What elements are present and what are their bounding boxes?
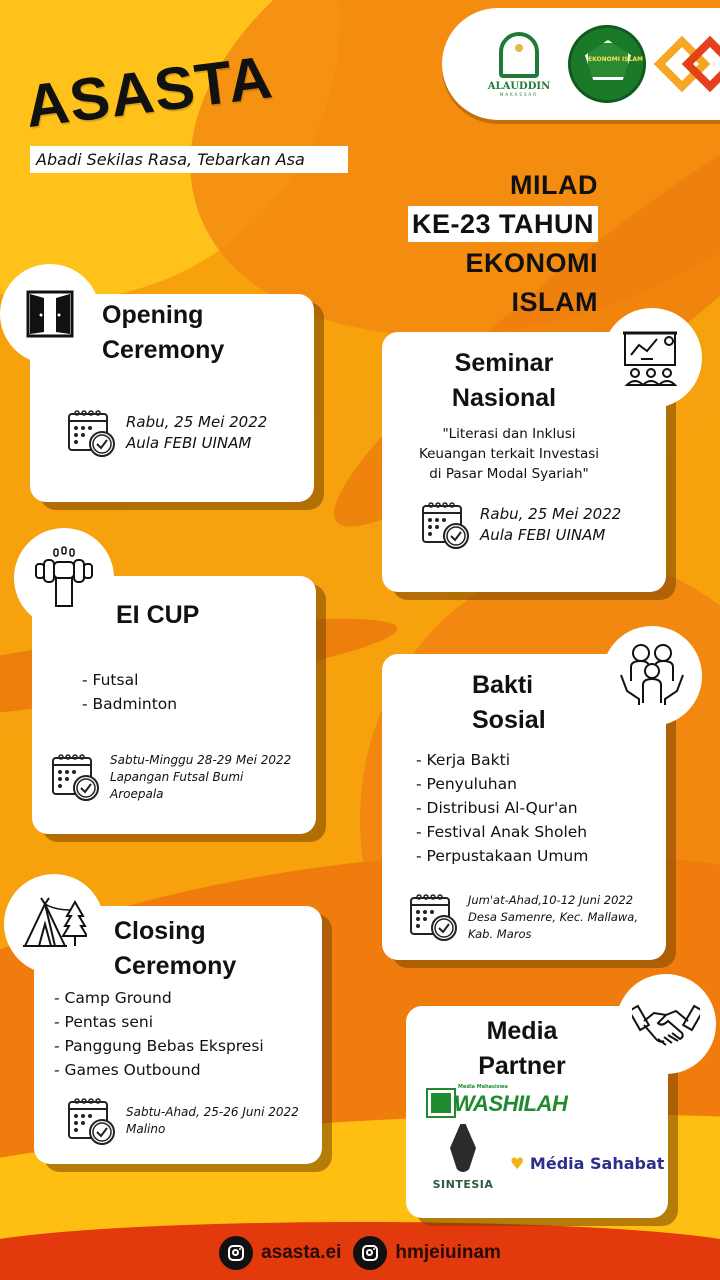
date-location <box>66 1096 299 1146</box>
media-sahabat-logo <box>510 1154 664 1173</box>
tent-icon <box>4 874 104 974</box>
instagram-icon <box>219 1236 253 1270</box>
milad-line-2: KE-23 TAHUN <box>408 206 598 242</box>
page-title: ASASTA <box>21 43 277 141</box>
calendar-clock-icon <box>408 892 460 942</box>
card-title-line: Nasional <box>451 384 557 412</box>
alauddin-label: ALAUDDIN <box>487 80 551 92</box>
activity-list <box>416 748 588 868</box>
door-icon <box>0 264 100 364</box>
card-title <box>114 914 236 984</box>
calendar-clock-icon <box>66 1096 118 1146</box>
list-item: - Perpustakaan Umum <box>416 847 589 865</box>
list-item: - Pentas seni <box>54 1013 153 1031</box>
seminar-theme <box>382 424 636 484</box>
title-block <box>21 43 305 169</box>
card-title-line: Partner <box>478 1052 566 1080</box>
event-date: Rabu, 25 Mei 2022 <box>480 505 622 523</box>
instagram-icon <box>353 1236 387 1270</box>
media-sahabat-label: Média Sahabat <box>529 1154 665 1173</box>
list-item: - Distribusi Al-Qur'an <box>416 799 578 817</box>
alauddin-logo <box>486 32 552 97</box>
calendar-clock-icon <box>420 500 472 550</box>
sintesia-label: SINTESIA <box>432 1178 494 1191</box>
event-location: Lapangan Futsal Bumi <box>110 770 244 784</box>
alauddin-emblem-icon <box>499 32 539 78</box>
event-location: Malino <box>126 1122 166 1136</box>
pen-nib-icon <box>450 1124 476 1172</box>
card-title <box>382 346 626 416</box>
social-links <box>0 1236 720 1270</box>
date-location <box>408 892 638 943</box>
event-location: Aula FEBI UINAM <box>126 434 252 452</box>
washilah-logo <box>428 1084 568 1116</box>
tagline: Abadi Sekilas Rasa, Tebarkan Asa <box>30 146 348 173</box>
event-location: Aula FEBI UINAM <box>480 526 606 544</box>
social-handle: hmjeiuinam <box>395 1242 501 1263</box>
calendar-clock-icon <box>50 752 102 802</box>
list-item: - Badminton <box>82 695 178 713</box>
list-item: - Panggung Bebas Ekspresi <box>54 1037 264 1055</box>
event-date: Sabtu-Ahad, 25-26 Juni 2022 <box>126 1105 299 1119</box>
card-title-line: Media <box>486 1017 558 1045</box>
washilah-tagline: Media Mahasiswa <box>458 1084 508 1090</box>
date-location <box>50 752 291 803</box>
card-title-line: Ceremony <box>102 336 225 364</box>
milad-line-4: ISLAM <box>511 287 598 317</box>
seminar-theme-line: "Literasi dan Inklusi <box>442 426 576 442</box>
sintesia-logo <box>428 1124 498 1191</box>
seminar-theme-line: Keuangan terkait Investasi <box>418 446 600 462</box>
card-title-line: Seminar <box>454 349 554 377</box>
card-title-line: Sosial <box>472 706 546 734</box>
activity-list <box>82 668 177 716</box>
date-location <box>420 500 621 550</box>
card-title <box>472 668 546 738</box>
social-link-asasta[interactable] <box>219 1236 341 1270</box>
milad-heading <box>408 166 598 322</box>
list-item: - Festival Anak Sholeh <box>416 823 588 841</box>
card-title <box>102 298 224 368</box>
card-title-line: Ceremony <box>114 952 237 980</box>
list-item: - Games Outbound <box>54 1061 201 1079</box>
list-item: - Futsal <box>82 671 139 689</box>
seminar-theme-line: di Pasar Modal Syariah" <box>429 466 589 482</box>
milad-line-1: MILAD <box>510 170 598 200</box>
dumbbell-fist-icon <box>14 528 114 628</box>
card-title <box>406 1014 638 1084</box>
logo-bar <box>442 8 720 120</box>
presentation-icon <box>602 308 702 408</box>
card-title-line: Closing <box>114 917 206 945</box>
card-title-line: Bakti <box>472 671 534 699</box>
ekonomi-islam-label: EKONOMI ISLAM <box>588 55 643 63</box>
list-item: - Kerja Bakti <box>416 751 511 769</box>
event-location: Desa Samenre, Kec. Mallawa, <box>468 910 639 924</box>
card-title: EI CUP <box>116 601 200 629</box>
calendar-clock-icon <box>66 408 118 458</box>
washilah-emblem-icon <box>428 1090 454 1116</box>
handshake-icon <box>616 974 716 1074</box>
list-item: - Penyuluhan <box>416 775 517 793</box>
activity-list <box>54 986 264 1082</box>
family-hands-icon <box>602 626 702 726</box>
asasta-logo <box>662 34 720 94</box>
heart-icon: ♥ <box>510 1154 525 1173</box>
social-handle: asasta.ei <box>261 1242 342 1263</box>
washilah-label: WASHILAH <box>454 1091 568 1116</box>
event-location: Kab. Maros <box>468 927 532 941</box>
milad-line-3: EKONOMI <box>465 248 598 278</box>
social-link-hmjeiuinam[interactable] <box>353 1236 501 1270</box>
list-item: - Camp Ground <box>54 989 172 1007</box>
event-location: Aroepala <box>110 787 164 801</box>
ekonomi-islam-logo <box>568 25 646 103</box>
event-date: Sabtu-Minggu 28-29 Mei 2022 <box>110 753 292 767</box>
event-date: Rabu, 25 Mei 2022 <box>126 413 268 431</box>
card-title-line: Opening <box>102 301 204 329</box>
alauddin-sublabel: MAKASSAR <box>499 91 539 97</box>
event-date: Jum'at-Ahad,10-12 Juni 2022 <box>468 893 634 907</box>
date-location <box>66 408 267 458</box>
